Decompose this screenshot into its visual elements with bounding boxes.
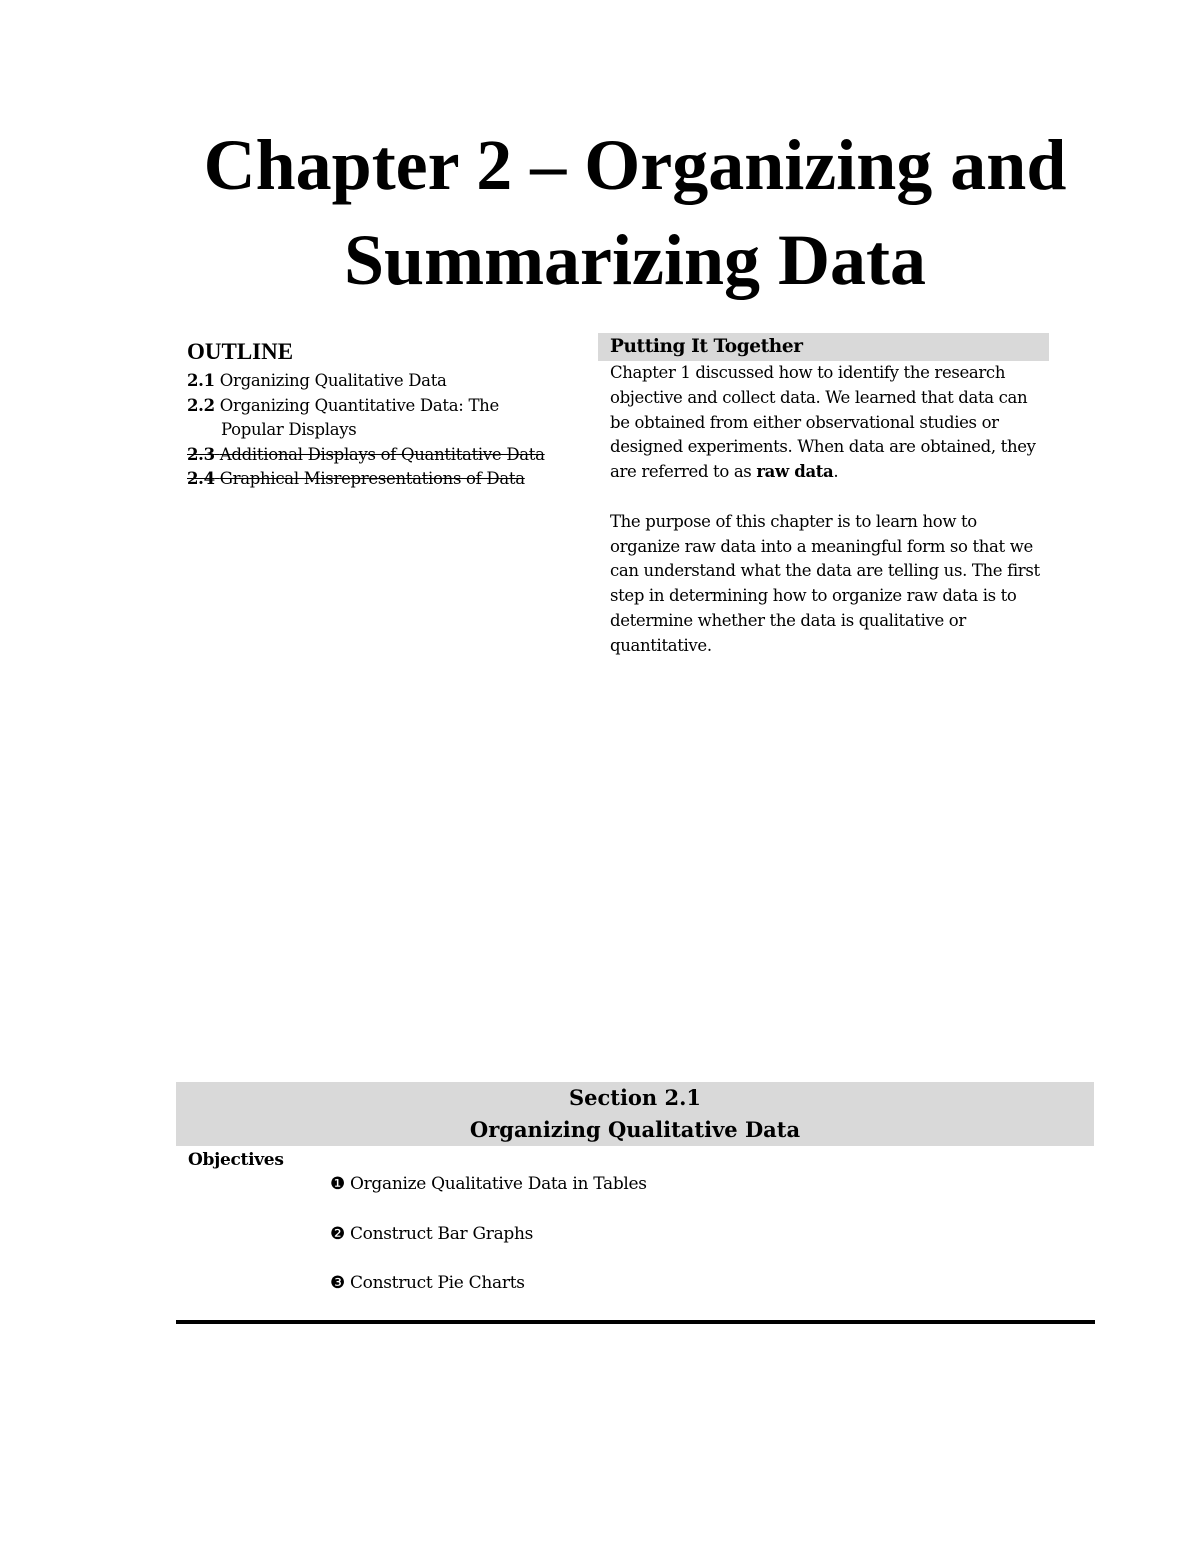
outline-panel (187, 337, 557, 492)
section-title: Organizing Qualitative Data (469, 1117, 801, 1142)
number-three-icon: ❸ (330, 1273, 345, 1293)
paragraph-text: . (833, 462, 839, 482)
objectives-label: Objectives (188, 1150, 284, 1170)
outline-item (187, 369, 557, 394)
outline-item-text: Additional Displays of Quantitative Data (219, 444, 545, 464)
objective-text: Construct Bar Graphs (349, 1223, 534, 1244)
paragraph-text: Chapter 1 discussed how to identify the research objective and collect data. We learned that data can be obtained from either observational studies or designed experiments. When data are obtained, they are referred to as (610, 363, 1036, 482)
putting-it-together-paragraph (610, 361, 1043, 485)
number-one-icon: ❶ (330, 1174, 345, 1194)
outline-item (187, 394, 557, 443)
objective-text: Organize Qualitative Data in Tables (349, 1174, 647, 1194)
section-number: Section 2.1 (568, 1085, 702, 1110)
outline-item-number: 2.1 (187, 371, 215, 390)
chapter-title-line2: Summarizing Data (344, 220, 926, 300)
outline-item-text: Organizing Quantitative Data: The Popular Displays (219, 395, 499, 439)
outline-item-number: 2.2 (187, 395, 215, 415)
putting-it-together-paragraph: The purpose of this chapter is to learn how to organize raw data into a meaningful form so that we can understand what the data are telling us. The first step in determining how to organize raw data is to determine whether the data is qualitative or quantitative. (610, 511, 1040, 655)
putting-it-together-body (598, 361, 1049, 659)
raw-data-term: raw data (756, 462, 834, 482)
chapter-title (80, 118, 1190, 308)
objective-item (330, 1171, 1030, 1221)
putting-it-together-panel (598, 333, 1049, 683)
number-two-icon: ❷ (330, 1223, 345, 1244)
objective-text: Construct Pie Charts (349, 1273, 525, 1293)
outline-item-text: Organizing Qualitative Data (219, 371, 447, 390)
section-divider (176, 1320, 1095, 1324)
outline-heading: OUTLINE (187, 339, 294, 364)
outline-item-number: 2.3 (187, 444, 215, 464)
outline-item-number: 2.4 (187, 469, 215, 488)
outline-item-struck (187, 467, 557, 492)
objective-item (330, 1270, 1030, 1320)
objective-item (330, 1221, 1030, 1271)
objectives-list (330, 1171, 1030, 1320)
outline-item-text: Graphical Misrepresentations of Data (219, 469, 525, 488)
putting-it-together-heading: Putting It Together (598, 333, 1049, 361)
chapter-title-line1: Chapter 2 – Organizing and (203, 125, 1067, 205)
section-header (176, 1082, 1094, 1146)
outline-item-struck (187, 443, 557, 468)
